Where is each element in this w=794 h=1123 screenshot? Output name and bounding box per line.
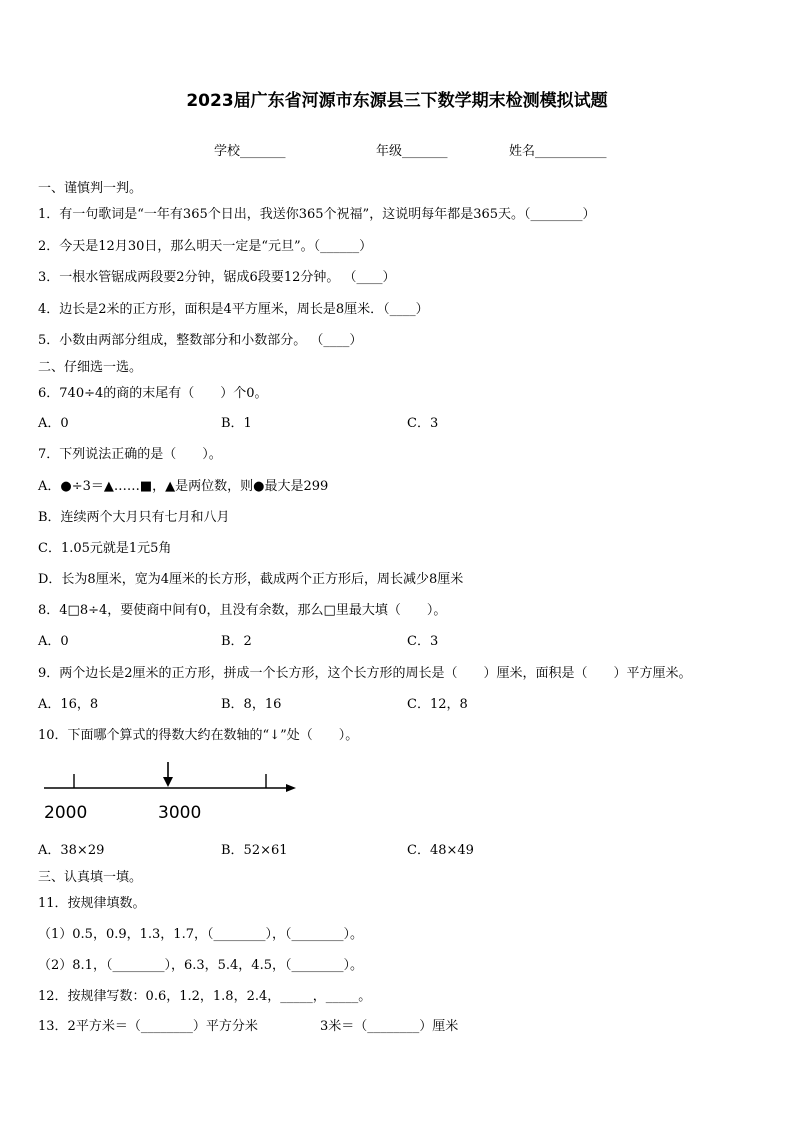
question-9: 9．两个边长是2厘米的正方形，拼成一个长方形，这个长方形的周长是（ ）厘米，面积是（ ）平方厘米。 [38,666,692,681]
name-field [509,140,607,159]
question-6: 6．740÷4的商的末尾有（ ）个0。 [38,386,268,401]
question-3: 3．一根水管锯成两段要2分钟，锯成6段要12分钟。 （____） [38,270,396,285]
school-label: 学校 [214,144,241,159]
section-3-heading: 三、认真填一填。 [38,870,143,885]
name-label: 姓名 [509,144,536,159]
label-3000: 3000 [158,803,202,823]
question-8: 8．4□8÷4，要使商中间有0，且没有余数，那么□里最大填（ ）。 [38,603,447,618]
label-2000: 2000 [44,803,88,823]
question-11: 11．按规律填数。 [38,896,146,911]
question-10: 10．下面哪个算式的得数大约在数轴的“↓”处（ ）。 [38,728,359,743]
q7-option-b: B．连续两个大月只有七月和八月 [38,510,230,525]
down-arrow-icon [163,777,173,787]
number-line-arrowhead [286,784,296,792]
question-11-part-1: （1）0.5，0.9，1.3，1.7，（________），（________）。 [38,927,363,942]
question-7: 7．下列说法正确的是（ ）。 [38,447,222,462]
q10-option-c: C．48×49 [407,843,474,858]
question-13-part-a: 13．2平方米＝（________）平方分米 [38,1019,258,1034]
q6-option-b: B．1 [221,416,252,431]
grade-label: 年级 [376,144,403,159]
number-line-svg [38,758,308,828]
question-12: 12．按规律写数：0.6，1.2，1.8，2.4，_____，_____。 [38,989,372,1004]
question-11-part-2: （2）8.1，（________），6.3，5.4，4.5，（________）。 [38,958,363,973]
q10-option-b: B．52×61 [221,843,288,858]
q9-option-a: A．16，8 [38,697,99,712]
question-5: 5．小数由两部分组成，整数部分和小数部分。 （____） [38,333,363,348]
question-2: 2．今天是12月30日，那么明天一定是“元旦”。（______） [38,239,373,254]
q8-option-c: C．3 [407,634,439,649]
section-2-heading: 二、仔细选一选。 [38,360,143,375]
school-field [214,140,286,159]
q7-option-d: D．长为8厘米，宽为4厘米的长方形，截成两个正方形后，周长减少8厘米 [38,572,464,587]
q6-option-c: C．3 [407,416,439,431]
section-1-heading: 一、谨慎判一判。 [38,181,143,196]
question-1: 1．有一句歌词是“一年有365个日出，我送你365个祝福”，这说明每年都是365天。（________） [38,207,596,222]
q8-option-a: A．0 [38,634,69,649]
q6-option-a: A．0 [38,416,69,431]
grade-field [376,140,448,159]
q10-option-a: A．38×29 [38,843,105,858]
q7-option-c: C．1.05元就是1元5角 [38,541,172,556]
q8-option-b: B．2 [221,634,252,649]
school-blank: _______ [240,144,286,159]
question-13-part-b: 3米＝（________）厘米 [320,1019,459,1034]
q7-option-a: A．●÷3＝▲……■，▲是两位数，则●最大是299 [38,479,329,494]
number-line-figure [38,758,308,828]
page-title: 2023届广东省河源市东源县三下数学期末检测模拟试题 [186,91,608,111]
q9-option-b: B．8，16 [221,697,282,712]
grade-blank: _______ [402,144,448,159]
question-4: 4．边长是2米的正方形，面积是4平方厘米，周长是8厘米．（____） [38,302,429,317]
q9-option-c: C．12，8 [407,697,468,712]
name-blank: ___________ [535,144,607,159]
